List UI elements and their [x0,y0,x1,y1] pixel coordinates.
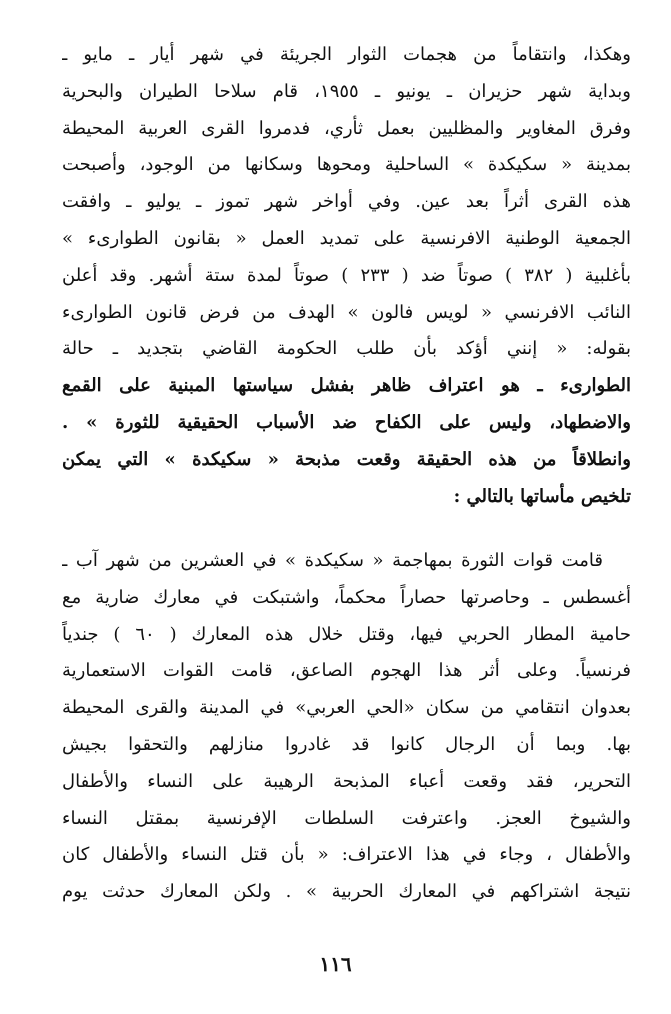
text-line-bold: تلخيص مأساتها بالتالي : [453,485,631,507]
text-line: هذه القرى أثراً بعد عين. وفي أواخر شهر تموز ـ يوليو ـ وافقت [62,191,631,213]
text-line: وهكذا، وانتقاماً من هجمات الثوار الجريئة في شهر أيار ـ مايو ـ [62,44,631,65]
text-line: الجمعية الوطنية الافرنسية على تمديد العمل « بقانون الطوارىء » [62,227,631,249]
paragraph-1 [62,37,631,515]
paragraph-2 [62,543,631,911]
text-line: نتيجة اشتراكهم في المعارك الحربية » . ولكن المعارك حدثت يوم [62,881,631,903]
text-line: وبداية شهر حزيران ـ يونيو ـ ١٩٥٥، قام سلاحا الطيران والبحرية [62,80,631,102]
text-line: أغسطس ـ وحاصرتها حصاراً محكماً، واشتبكت في معارك ضارية مع [62,586,631,608]
text-line: النائب الافرنسي « لويس فالون » الهدف من فرض قانون الطوارىء [62,301,631,323]
text-line: التحرير، فقد وقعت أعباء المذبحة الرهيبة على النساء والأطفال [62,770,631,792]
text-line: بمدينة « سكيكدة » الساحلية ومحوها وسكانها من الوجود، وأصبحت [62,154,631,176]
text-line-bold: الطوارىء ـ هو اعتراف ظاهر بفشل سياستها المبنية على القمع [62,375,631,397]
text-line: والشيوخ العجز. واعترفت السلطات الإفرنسية بمقتل النساء [62,807,631,829]
text-line: والأطفال ، وجاء في هذا الاعتراف: « بأن قتل النساء والأطفال كان [62,844,631,866]
text-line: قامت قوات الثورة بمهاجمة « سكيكدة » في العشرين من شهر آب ـ [62,550,603,571]
text-line-bold: والاضطهاد، وليس على الكفاح ضد الأسباب الحقيقية للثورة » . [62,411,631,433]
text-line: بعدوان انتقامي من سكان «الحي العربي» في المدينة والقرى المحيطة [62,697,631,719]
text-line: بأغلبية ( ٣٨٢ ) صوتاً ضد ( ٢٣٣ ) صوتاً لمدة ستة أشهر. وقد أعلن [62,264,631,286]
text-line: بها. وبما أن الرجال كانوا قد غادروا منازلهم والتحقوا بجيش [62,733,631,755]
text-line-bold: وانطلاقاً من هذه الحقيقة وقعت مذبحة « سكيكدة » التي يمكن [62,448,631,470]
text-line: حامية المطار الحربي فيها، وقتل خلال هذه المعارك ( ٦٠ ) جندياً [62,623,631,645]
document-page [62,0,631,1014]
text-line: فرنسياً. وعلى أثر هذا الهجوم الصاعق، قامت القوات الاستعمارية [62,660,631,682]
text-line: وفرق المغاوير والمظليين بعمل ثأري، فدمروا القرى العربية المحيطة [62,117,631,139]
text-line-bold: بقوله: « إنني أؤكد بأن طلب الحكومة القاضي بتجديد ـ حالة [62,338,631,360]
page-number: ١١٦ [319,952,352,976]
